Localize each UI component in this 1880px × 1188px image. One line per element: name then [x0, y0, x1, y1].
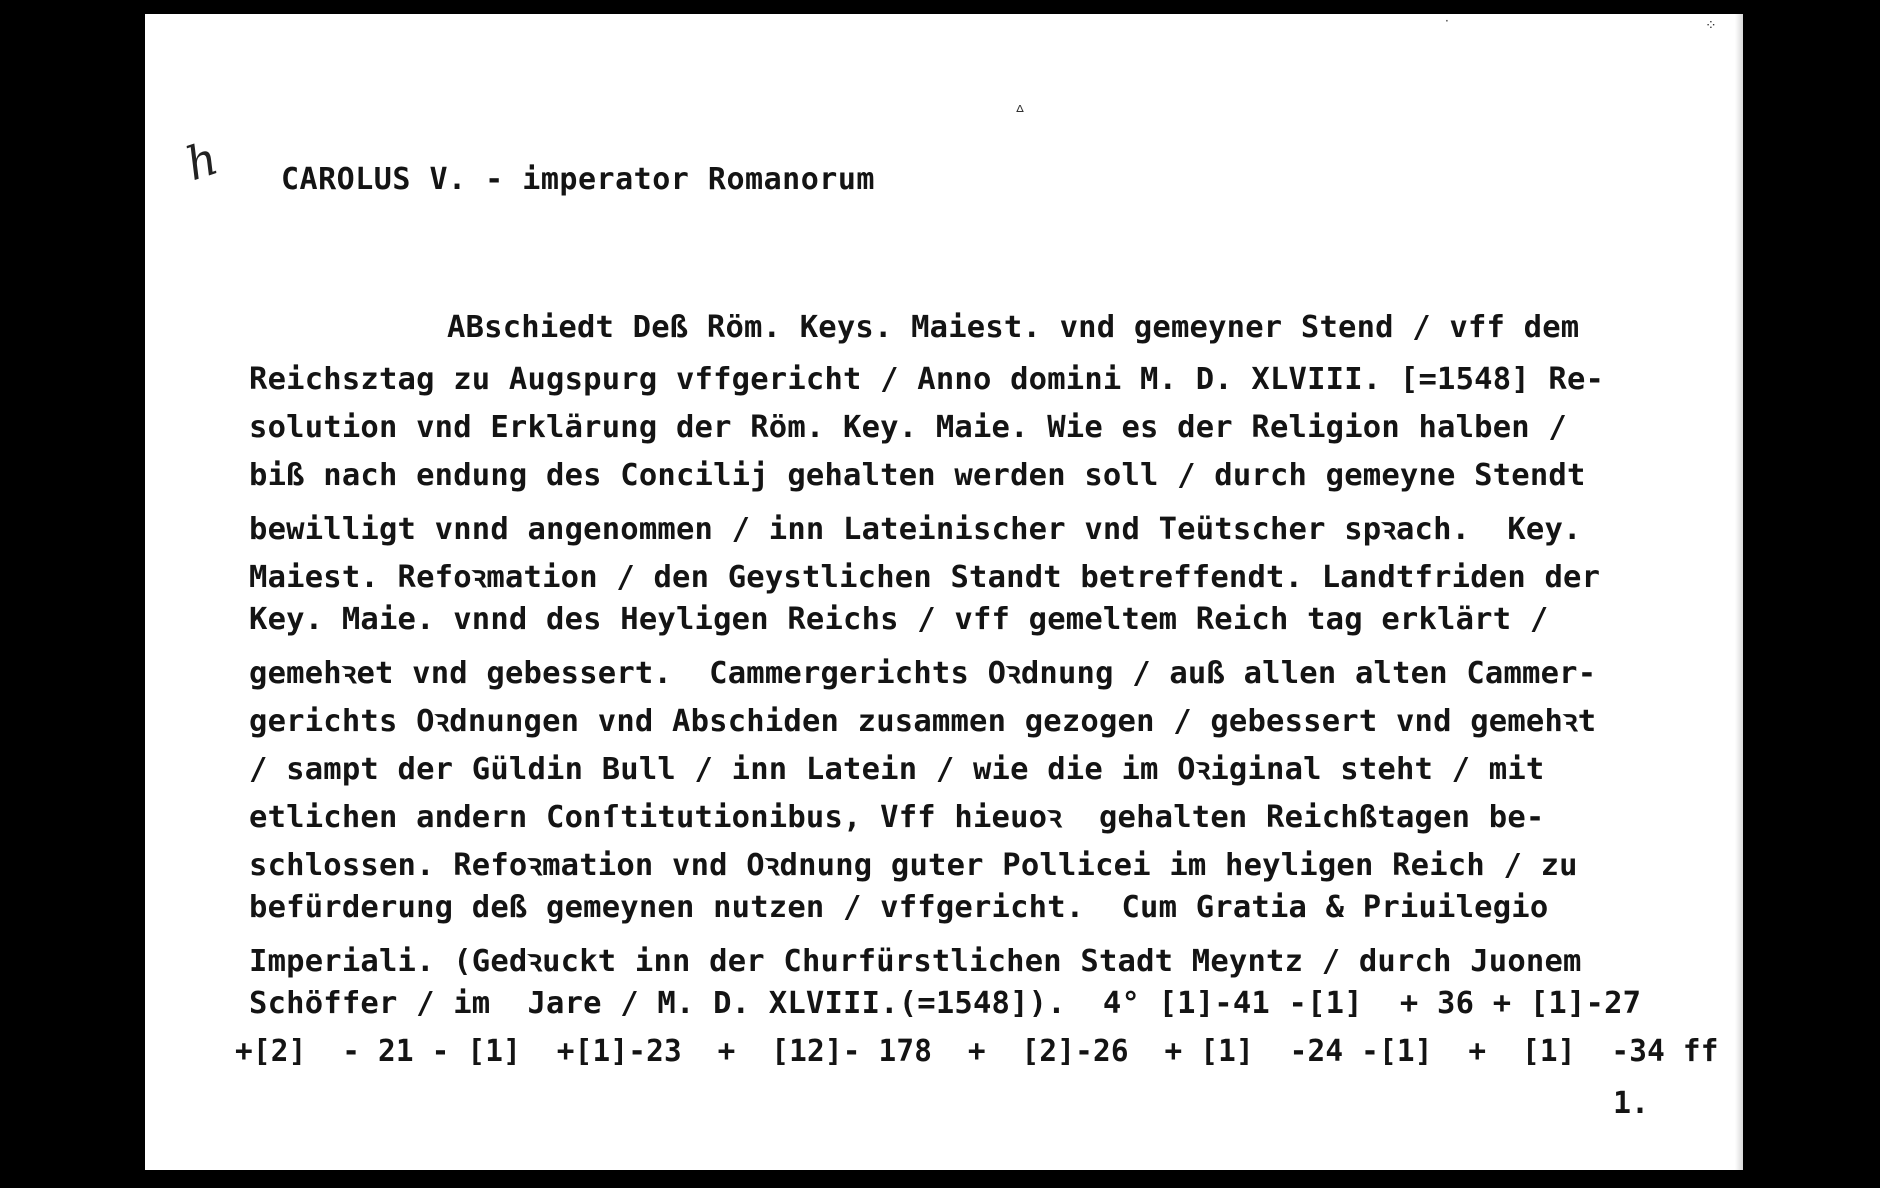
record-text-line: Schöffer / im Jare / M. D. XLVIII.(=1548]). 4° [1]-41 -[1] + 36 + [1]-27 — [249, 986, 1642, 1021]
scan-speck: · — [1445, 14, 1449, 28]
record-text-line: gemehꝛet vnd gebessert. Cammergerichts Oꝛdnung / auß allen alten Cammer- — [249, 656, 1597, 691]
record-text-line: +[2] - 21 - [1] +[1]-23 + [12]- 178 + [2]-26 + [1] -24 -[1] + [1] -34 ff — [235, 1034, 1719, 1069]
record-text-line: ABschiedt Deß Röm. Keys. Maiest. vnd gemeyner Stend / vff dem — [447, 310, 1580, 345]
record-text-line: Reichsztag zu Augspurg vffgericht / Anno domini M. D. XLVIII. [=1548] Re- — [249, 362, 1605, 397]
record-text-line: Key. Maie. vnnd des Heyligen Reichs / vff gemeltem Reich tag erklärt / — [249, 602, 1549, 637]
record-heading: CAROLUS V. - imperator Romanorum — [281, 162, 875, 197]
scan-speck: ⁘ — [1705, 18, 1717, 34]
record-text-line: bewilligt vnnd angenommen / inn Lateinischer vnd Teütscher spꝛach. Key. — [249, 512, 1582, 547]
record-text-line: etlichen andern Conſtitutionibus, Vff hieuoꝛ gehalten Reichßtagen be- — [249, 800, 1545, 835]
catalog-card — [145, 14, 1743, 1170]
scan-speck: ᐞ — [1015, 102, 1025, 123]
record-text-line: biß nach endung des Concilij gehalten werden soll / durch gemeyne Stendt — [249, 458, 1586, 493]
record-text-line: befürderung deß gemeynen nutzen / vffgericht. Cum Gratia & Priuilegio — [249, 890, 1549, 925]
record-text-line: gerichts Oꝛdnungen vnd Abschiden zusammen gezogen / gebessert vnd gemehꝛt — [249, 704, 1597, 739]
record-text-line: schlossen. Refoꝛmation vnd Oꝛdnung guter Pollicei im heyligen Reich / zu — [249, 848, 1578, 883]
page-mark: 1. — [1613, 1086, 1650, 1121]
record-text-line: Maiest. Refoꝛmation / den Geystlichen Standt betreffendt. Landtfriden der — [249, 560, 1601, 595]
record-text-line: solution vnd Erklärung der Röm. Key. Maie. Wie es der Religion halben / — [249, 410, 1567, 445]
record-text-line: Imperiali. (Gedꝛuckt inn der Churfürstlichen Stadt Meyntz / durch Juonem — [249, 944, 1582, 979]
handwritten-margin-mark: h — [179, 130, 225, 192]
record-text-line: / sampt der Güldin Bull / inn Latein / wie die im Oꝛiginal steht / mit — [249, 752, 1545, 787]
card-edge-shadow — [1735, 14, 1743, 1170]
